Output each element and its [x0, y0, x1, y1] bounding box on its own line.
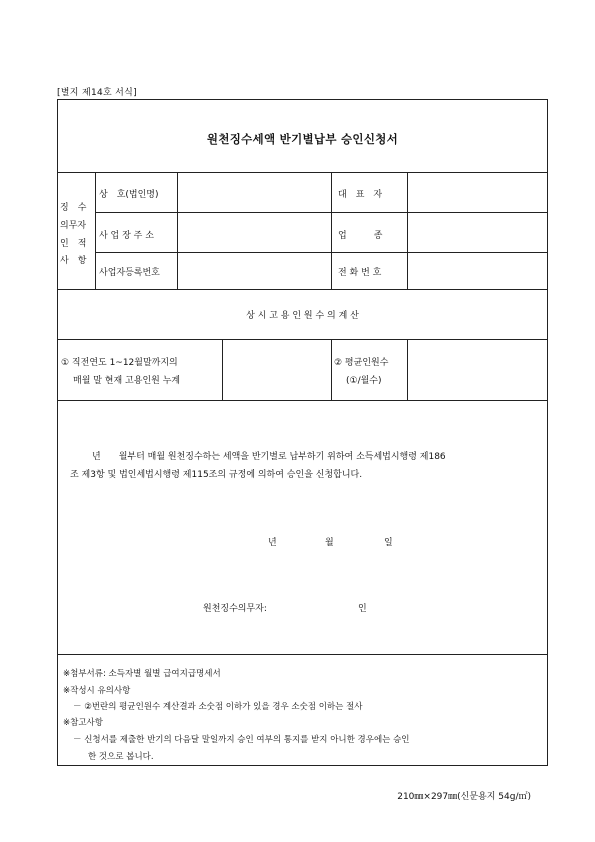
- note-caution-1: － ②번란의 평균인원수 계산결과 소숫점 이하가 있을 경우 소숫점 이하는 절사: [73, 702, 363, 712]
- applicant-label: 원천징수의무자:: [203, 604, 267, 614]
- business-type-field[interactable]: [408, 213, 547, 251]
- form-title: 원천징수세액 반기별납부 승인신청서: [206, 132, 399, 146]
- reg-no-field[interactable]: [178, 253, 330, 288]
- date-month-label: 월: [325, 538, 334, 548]
- vline-calc-2: [331, 339, 332, 400]
- vline-side: [95, 172, 96, 289]
- average-employees-field[interactable]: [408, 340, 547, 399]
- label-business-type: 업 종: [338, 231, 383, 241]
- note-reference-title: ※참고사항: [63, 718, 103, 728]
- divider-info-end: [57, 289, 548, 290]
- label-phone: 전 화 번 호: [338, 268, 382, 278]
- label-company-name: 상 호(법인명): [99, 190, 159, 200]
- body-text-line1: 년 월부터 매월 원천징수하는 세액을 반기별로 납부하기 위하여 소득세법시행령 제186: [92, 452, 446, 462]
- form-number-label: [별지 제14호 서식]: [57, 88, 137, 98]
- calc-item2-line2: (①/월수): [346, 376, 382, 386]
- calc-item1-line1: ① 직전연도 1~12월말까지의: [61, 358, 178, 368]
- side-label-line4: 사 항: [60, 256, 87, 266]
- seal-mark: 인: [358, 604, 367, 614]
- side-label-line1: 징 수: [60, 203, 87, 213]
- representative-field[interactable]: [408, 173, 547, 211]
- employee-total-field[interactable]: [223, 340, 330, 399]
- date-year-label: 년: [268, 538, 277, 548]
- phone-field[interactable]: [408, 253, 547, 288]
- label-reg-no: 사업자등록번호: [99, 268, 160, 278]
- vline-mid: [331, 172, 332, 289]
- applicant-name-field[interactable]: [282, 597, 352, 613]
- paper-size-footer: 210㎜×297㎜(신문용지 54g/㎡): [397, 792, 531, 802]
- note-reference-1a: － 신청서를 제출한 반기의 다음달 말일까지 승인 여부의 통지를 받지 아니한 경우에는 승인: [73, 735, 410, 745]
- note-caution-title: ※작성시 유의사항: [63, 686, 131, 696]
- divider-body-end: [57, 654, 548, 655]
- company-name-field[interactable]: [178, 173, 330, 211]
- side-label-line2: 의무자: [60, 221, 87, 231]
- note-attachment: ※첨부서류: 소득자별 월별 급여지급명세서: [63, 669, 221, 679]
- date-day-label: 일: [384, 538, 393, 548]
- side-label-line3: 인 적: [60, 239, 87, 249]
- address-field[interactable]: [178, 213, 330, 251]
- label-address: 사 업 장 주 소: [99, 231, 154, 241]
- calc-section-title: 상 시 고 용 인 원 수 의 계 산: [246, 311, 359, 321]
- calc-item2-line1: ② 평균인원수: [334, 358, 389, 368]
- divider-calc-end: [57, 400, 548, 401]
- calc-item1-line2: 매월 말 현재 고용인원 누계: [73, 376, 181, 386]
- label-representative: 대 표 자: [338, 190, 383, 200]
- note-reference-1b: 한 것으로 봅니다.: [88, 752, 154, 762]
- body-text-line2: 조 제3항 및 법인세법시행령 제115조의 규정에 의하여 승인을 신청합니다.: [70, 470, 363, 480]
